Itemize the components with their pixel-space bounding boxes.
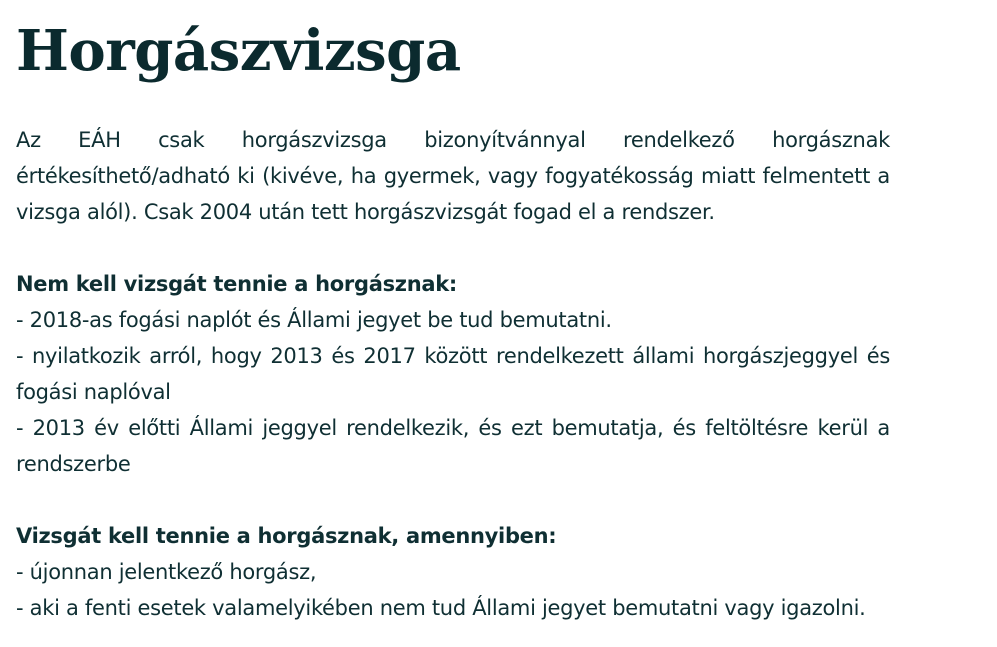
exempt-list (16, 302, 890, 482)
exempt-heading: Nem kell vizsgát tennie a horgásznak: (16, 272, 457, 296)
required-heading: Vizsgát kell tennie a horgásznak, amennyiben: (16, 524, 557, 548)
list-item: - újonnan jelentkező horgász, (16, 560, 317, 584)
list-item: - aki a fenti esetek valamelyikében nem tud Állami jegyet bemutatni vagy igazolni. (16, 596, 866, 620)
intro-paragraph: Az EÁH csak horgászvizsga bizonyítvánnyal rendelkező horgásznak értékesíthető/adható ki (kivéve, ha gyermek, vagy fogyatékosság miatt felmentett a vizsga alól). Csak 2004 után tett horgászvizsgát fogad el a rendszer. (16, 128, 890, 224)
list-item: - 2013 év előtti Állami jeggyel rendelkezik, és ezt bemutatja, és feltöltésre kerül a rendszerbe (16, 416, 890, 476)
list-item: - 2018-as fogási naplót és Állami jegyet be tud bemutatni. (16, 308, 612, 332)
document-page (16, 10, 890, 626)
required-list (16, 554, 890, 626)
page-title: Horgászvizsga (16, 18, 461, 84)
required-section (16, 518, 890, 626)
exempt-section (16, 266, 890, 482)
list-item: - nyilatkozik arról, hogy 2013 és 2017 között rendelkezett állami horgászjeggyel és fogási naplóval (16, 344, 890, 404)
